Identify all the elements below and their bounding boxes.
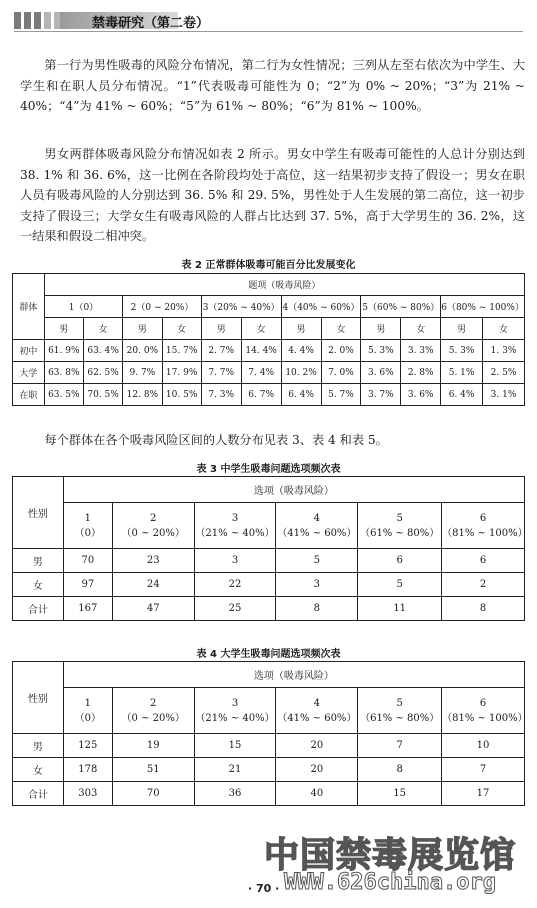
- table-cell: 5. 3%: [441, 340, 483, 362]
- table-cell: 10. 5%: [162, 384, 201, 406]
- option-header: 2（0 ~ 20%）: [123, 296, 202, 318]
- option-header: 3 （21% ~ 40%）: [194, 688, 276, 734]
- table-cell: 3: [276, 573, 358, 597]
- table-cell: 22: [194, 573, 276, 597]
- table-cell: 36: [194, 782, 276, 806]
- table-cell: 6. 4%: [281, 384, 321, 406]
- table-cell: 5. 3%: [361, 340, 401, 362]
- table-cell: 6: [442, 549, 525, 573]
- option-header: 3（20% ~ 40%）: [201, 296, 281, 318]
- group-label: 大学: [13, 362, 45, 384]
- gender-header: 女: [83, 318, 122, 340]
- table-cell: 63. 4%: [83, 340, 122, 362]
- table-cell: 10: [442, 734, 525, 758]
- header-decoration: [14, 12, 61, 29]
- option-header: 5 （61% ~ 80%）: [358, 503, 442, 549]
- option-header: 4（40% ~ 60%）: [281, 296, 361, 318]
- table-row: [13, 758, 525, 782]
- table-row: [13, 734, 525, 758]
- table2-caption: 表 2 正常群体吸毒可能百分比发展变化: [181, 260, 356, 271]
- table-cell: 70: [63, 549, 112, 573]
- table-cell: 97: [63, 573, 112, 597]
- table-cell: 21: [194, 758, 276, 782]
- table-cell: 20: [276, 758, 358, 782]
- running-header: [0, 0, 537, 34]
- watermark: [250, 828, 530, 898]
- gender-header: 男: [123, 318, 162, 340]
- option-header: 6 （81% ~ 100%）: [442, 688, 525, 734]
- table-cell: 61. 9%: [44, 340, 83, 362]
- table-cell: 7: [358, 734, 442, 758]
- table-cell: 7. 7%: [201, 362, 241, 384]
- gender-header: 性别: [13, 477, 64, 549]
- table-row: [13, 340, 525, 362]
- row-label: 男: [13, 549, 64, 573]
- table-cell: 20: [276, 734, 358, 758]
- table-cell: 7: [442, 758, 525, 782]
- table-cell: 15: [194, 734, 276, 758]
- table-cell: 2. 0%: [321, 340, 361, 362]
- watermark-text: 中国禁毒展览馆: [263, 836, 516, 876]
- table-cell: 3. 1%: [483, 384, 525, 406]
- gender-header: 女: [162, 318, 201, 340]
- table-cell: 20. 0%: [123, 340, 162, 362]
- table-cell: 47: [112, 597, 194, 621]
- table-cell: 17: [442, 782, 525, 806]
- gender-header: 女: [241, 318, 281, 340]
- gender-header: 男: [361, 318, 401, 340]
- paragraph-risk-coding: 第一行为男性吸毒的风险分布情况，第二行为女性情况；三列从左至右依次为中学生、大学生和在职人员分布情况。“1”代表吸毒可能性为 0；“2”为 0% ~ 20%；“3”为 21% ~ 40%；“4”为 41% ~ 60%；“5”为 61% ~ 80%；“6”为 81% ~ 100%。: [20, 58, 525, 114]
- row-label: 女: [13, 758, 64, 782]
- journal-title: 禁毒研究（第二卷）: [92, 16, 210, 31]
- gender-header: 男: [201, 318, 241, 340]
- table-cell: 167: [63, 597, 112, 621]
- table-cell: 178: [63, 758, 112, 782]
- group-label: 初中: [13, 340, 45, 362]
- table-cell: 9. 7%: [123, 362, 162, 384]
- table-cell: 23: [112, 549, 194, 573]
- table-cell: 5: [358, 573, 442, 597]
- option-header: 3 （21% ~ 40%）: [194, 503, 276, 549]
- option-header: 1 （0）: [63, 503, 112, 549]
- table-cell: 4. 4%: [281, 340, 321, 362]
- table-cell: 2. 7%: [201, 340, 241, 362]
- table-cell: 2: [442, 573, 525, 597]
- gender-header: 女: [321, 318, 361, 340]
- table-row: [13, 573, 525, 597]
- table-cell: 70: [112, 782, 194, 806]
- gender-header: 女: [483, 318, 525, 340]
- table-cell: 3. 6%: [361, 362, 401, 384]
- option-header: 2 （0 ~ 20%）: [112, 503, 194, 549]
- table-cell: 303: [63, 782, 112, 806]
- watermark-url: WWW.626china.org: [284, 870, 496, 895]
- table-row: [13, 782, 525, 806]
- table-cell: 5: [276, 549, 358, 573]
- table-cell: 1. 3%: [483, 340, 525, 362]
- page-number: · 70 ·: [248, 882, 280, 895]
- table-cell: 15: [358, 782, 442, 806]
- table-row: [13, 597, 525, 621]
- table-cell: 7. 4%: [241, 362, 281, 384]
- table-cell: 8: [442, 597, 525, 621]
- table-cell: 51: [112, 758, 194, 782]
- option-header: 4 （41% ~ 60%）: [276, 688, 358, 734]
- gender-header: 女: [401, 318, 441, 340]
- group-header: 群体: [13, 274, 45, 340]
- table-cell: 125: [63, 734, 112, 758]
- option-header: 6 （81% ~ 100%）: [442, 503, 525, 549]
- row-label: 女: [13, 573, 64, 597]
- option-header: 1（0）: [44, 296, 123, 318]
- option-header: 5 （61% ~ 80%）: [358, 688, 442, 734]
- topic-header: 选项（吸毒风险）: [63, 477, 524, 503]
- table-cell: 63. 8%: [44, 362, 83, 384]
- table-cell: 8: [276, 597, 358, 621]
- row-label: 合计: [13, 782, 64, 806]
- option-header: 4 （41% ~ 60%）: [276, 503, 358, 549]
- option-header: 1 （0）: [63, 688, 112, 734]
- gender-header: 男: [281, 318, 321, 340]
- table-cell: 19: [112, 734, 194, 758]
- table-row: [13, 549, 525, 573]
- table-row: [13, 384, 525, 406]
- option-header: 6（80% ~ 100%）: [441, 296, 525, 318]
- table-cell: 11: [358, 597, 442, 621]
- table-cell: 10. 2%: [281, 362, 321, 384]
- table-cell: 40: [276, 782, 358, 806]
- table-cell: 3: [194, 549, 276, 573]
- table-cell: 3. 3%: [401, 340, 441, 362]
- paragraph-table-reference: 每个群体在各个吸毒风险区间的人数分布见表 3、表 4 和表 5。: [44, 433, 388, 447]
- table-cell: 62. 5%: [83, 362, 122, 384]
- table-cell: 2. 5%: [483, 362, 525, 384]
- topic-header: 选项（吸毒风险）: [63, 662, 524, 688]
- table-cell: 5. 7%: [321, 384, 361, 406]
- option-header: 2 （0 ~ 20%）: [112, 688, 194, 734]
- row-label: 合计: [13, 597, 64, 621]
- gender-header: 男: [441, 318, 483, 340]
- header-rule: [14, 31, 523, 32]
- row-label: 男: [13, 734, 64, 758]
- table-cell: 6: [358, 549, 442, 573]
- table-cell: 6. 7%: [241, 384, 281, 406]
- paragraph-gender-distribution: 男女两群体吸毒风险分布情况如表 2 所示。男女中学生有吸毒可能性的人总计分别达到 38. 1% 和 36. 6%，这一比例在各阶段均处于高位，这一结果初步支持了假设一；男女在职人员有吸毒风险的人分别达到 36. 5% 和 29. 5%，男性处于人生发展的第二高位，这一初步支持了假设三；大学女生有吸毒风险的人群占比达到 37. 5%，高于大学男生的 36. 2%，这一结果和假设二相冲突。: [20, 147, 525, 244]
- table-cell: 7. 0%: [321, 362, 361, 384]
- group-label: 在职: [13, 384, 45, 406]
- table-cell: 17. 9%: [162, 362, 201, 384]
- table-cell: 12. 8%: [123, 384, 162, 406]
- table-cell: 3. 7%: [361, 384, 401, 406]
- table-cell: 70. 5%: [83, 384, 122, 406]
- topic-header: 题项（吸毒风险）: [44, 274, 524, 296]
- table-4-university: [12, 661, 528, 806]
- table-row: [13, 362, 525, 384]
- table-2-percentages: [12, 273, 525, 406]
- table-cell: 3. 6%: [401, 384, 441, 406]
- table4-caption: 表 4 大学生吸毒问题选项频次表: [196, 649, 341, 660]
- table-cell: 15. 7%: [162, 340, 201, 362]
- table-cell: 7. 3%: [201, 384, 241, 406]
- table-3-middle-school: [12, 476, 528, 621]
- table-cell: 63. 5%: [44, 384, 83, 406]
- table-cell: 5. 1%: [441, 362, 483, 384]
- table-cell: 6. 4%: [441, 384, 483, 406]
- option-header: 5（60% ~ 80%）: [361, 296, 441, 318]
- table3-caption: 表 3 中学生吸毒问题选项频次表: [196, 464, 341, 475]
- table-cell: 24: [112, 573, 194, 597]
- gender-header: 男: [44, 318, 83, 340]
- table-cell: 2. 8%: [401, 362, 441, 384]
- table-cell: 8: [358, 758, 442, 782]
- table-cell: 14. 4%: [241, 340, 281, 362]
- table-cell: 25: [194, 597, 276, 621]
- gender-header: 性别: [13, 662, 64, 734]
